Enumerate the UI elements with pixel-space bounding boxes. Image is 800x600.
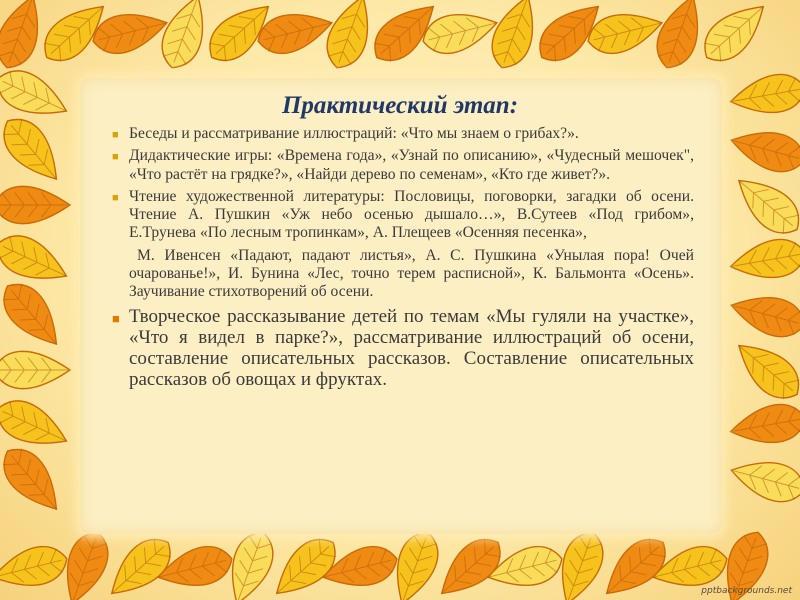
leaf-icon	[726, 287, 800, 343]
slide-title: Практический этап:	[281, 92, 519, 119]
leaf-icon	[694, 0, 775, 71]
list-item	[112, 125, 694, 143]
bullet-list	[112, 125, 694, 394]
list-item-text: Дидактические игры: «Времена года», «Узнай по описанию», «Чудесный мешочек", «Что растёт на грядке?», «Найди дерево по семенам», «Кто где живет?».	[129, 147, 694, 183]
square-bullet-icon: ■	[112, 191, 119, 204]
leaf-icon	[0, 227, 74, 293]
leaf-icon	[264, 529, 345, 600]
leaf-icon	[99, 529, 180, 600]
leaf-icon	[484, 0, 545, 74]
list-item	[112, 306, 694, 390]
watermark: pptbackgrounds.net	[701, 586, 792, 596]
leaf-icon	[726, 122, 800, 178]
square-bullet-icon: ■	[112, 151, 119, 164]
list-item-text: Беседы и рассматривание иллюстраций: «Что мы знаем о грибах?».	[129, 125, 579, 142]
leaf-icon	[319, 0, 380, 74]
leaf-icon	[429, 529, 510, 600]
leaf-icon	[0, 439, 71, 521]
list-item-text: М. Ивенсен «Падают, падают листья», А. С. Пушкина «Унылая пора! Очей очарованье!», И. Бунина «Лес, точно терем расписной», К. Бальмонта «Осень». Заучивание стихотворений об осени.	[129, 246, 694, 301]
leaf-icon	[0, 541, 71, 596]
list-item-continuation	[112, 247, 694, 302]
list-item	[112, 147, 694, 184]
leaf-icon	[0, 274, 71, 356]
leaf-icon	[727, 235, 800, 285]
leaf-icon	[727, 166, 800, 243]
leaf-icon	[726, 452, 800, 508]
square-bullet-icon: ■	[112, 310, 120, 326]
leaf-icon	[594, 529, 675, 600]
square-bullet-icon: ■	[112, 129, 119, 141]
list-item-text: Творческое рассказывание детей по темам «Мы гуляли на участке», «Что я видел в парке?», рассматривание иллюстраций об осени, составление описательных рассказов. Составление описательных рассказов об овощах и фруктах.	[129, 305, 694, 390]
leaf-icon	[727, 331, 800, 408]
leaf-icon	[0, 109, 71, 191]
leaf-icon	[154, 0, 215, 74]
leaf-icon	[727, 400, 800, 450]
list-item	[112, 188, 694, 243]
leaf-icon	[0, 0, 51, 74]
list-item-text: Чтение художественной литературы: Пословицы, поговорки, загадки об осени. Чтение А. Пушкин «Уж небо осенью дышало…», В.Сутеев «Под грибом», Е.Трунева «По лесным тропинкам», А. Плещеев «Осенняя песенка»,	[129, 187, 694, 242]
leaf-icon	[0, 392, 74, 458]
leaf-icon	[0, 351, 70, 388]
leaf-icon	[649, 0, 710, 74]
leaf-icon	[0, 186, 70, 223]
